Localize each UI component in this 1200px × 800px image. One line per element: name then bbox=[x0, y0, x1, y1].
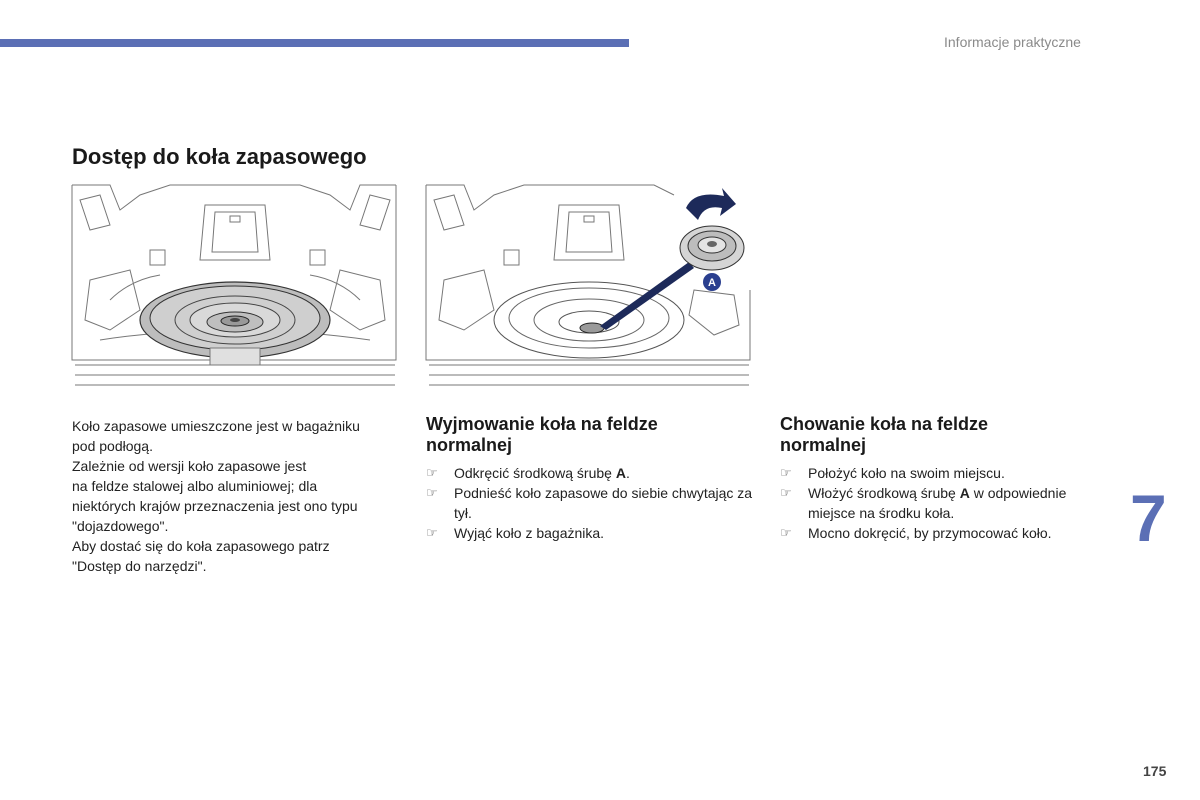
pointing-hand-icon: ☞ bbox=[426, 485, 438, 500]
bolt-a-marker: A bbox=[708, 277, 716, 289]
intro-text bbox=[72, 416, 402, 576]
intro-line: "Dostęp do narzędzi". bbox=[72, 558, 207, 574]
list-item: ☞ Mocno dokręcić, by przymocować koło. bbox=[780, 525, 1052, 541]
intro-line: Zależnie od wersji koło zapasowe jest bbox=[72, 458, 307, 474]
pointing-hand-icon: ☞ bbox=[780, 525, 792, 540]
intro-line: niektórych krajów przeznaczenia jest ono typu bbox=[72, 498, 358, 514]
section-label: Informacje praktyczne bbox=[944, 34, 1081, 50]
intro-line: "dojazdowego". bbox=[72, 518, 169, 534]
pointing-hand-icon: ☞ bbox=[426, 525, 438, 540]
chapter-number: 7 bbox=[1130, 481, 1167, 555]
removal-section bbox=[426, 414, 756, 543]
page-title: Dostęp do koła zapasowego bbox=[72, 144, 367, 169]
trunk-spare-wheel-illustration bbox=[70, 180, 398, 398]
list-item: ☞ Podnieść koło zapasowe do siebie chwytając za tył. bbox=[426, 485, 753, 521]
pointing-hand-icon: ☞ bbox=[426, 465, 438, 480]
pointing-hand-icon: ☞ bbox=[780, 465, 792, 480]
intro-line: pod podłogą. bbox=[72, 438, 153, 454]
storage-steps bbox=[780, 463, 1110, 543]
header-accent-bar bbox=[0, 39, 629, 47]
intro-line: na feldze stalowej albo aluminiowej; dla bbox=[72, 478, 318, 494]
storage-section bbox=[780, 414, 1110, 543]
removal-heading: Wyjmowanie koła na feldze normalnej bbox=[426, 414, 658, 455]
list-item: ☞ Wyjąć koło z bagażnika. bbox=[426, 525, 605, 541]
list-item: ☞ Położyć koło na swoim miejscu. bbox=[780, 465, 1005, 481]
removal-steps bbox=[426, 463, 756, 543]
list-item: ☞ Odkręcić środkową śrubę A. bbox=[426, 465, 630, 481]
remove-bolt-illustration bbox=[424, 180, 752, 398]
list-item: ☞ Włożyć środkową śrubę A w odpowiednie miejsce na środku koła. bbox=[780, 485, 1067, 521]
page-number: 175 bbox=[1143, 763, 1167, 779]
intro-line: Koło zapasowe umieszczone jest w bagażniku bbox=[72, 418, 360, 434]
intro-line: Aby dostać się do koła zapasowego patrz bbox=[72, 538, 330, 554]
pointing-hand-icon: ☞ bbox=[780, 485, 792, 500]
storage-heading: Chowanie koła na feldze normalnej bbox=[780, 414, 989, 455]
